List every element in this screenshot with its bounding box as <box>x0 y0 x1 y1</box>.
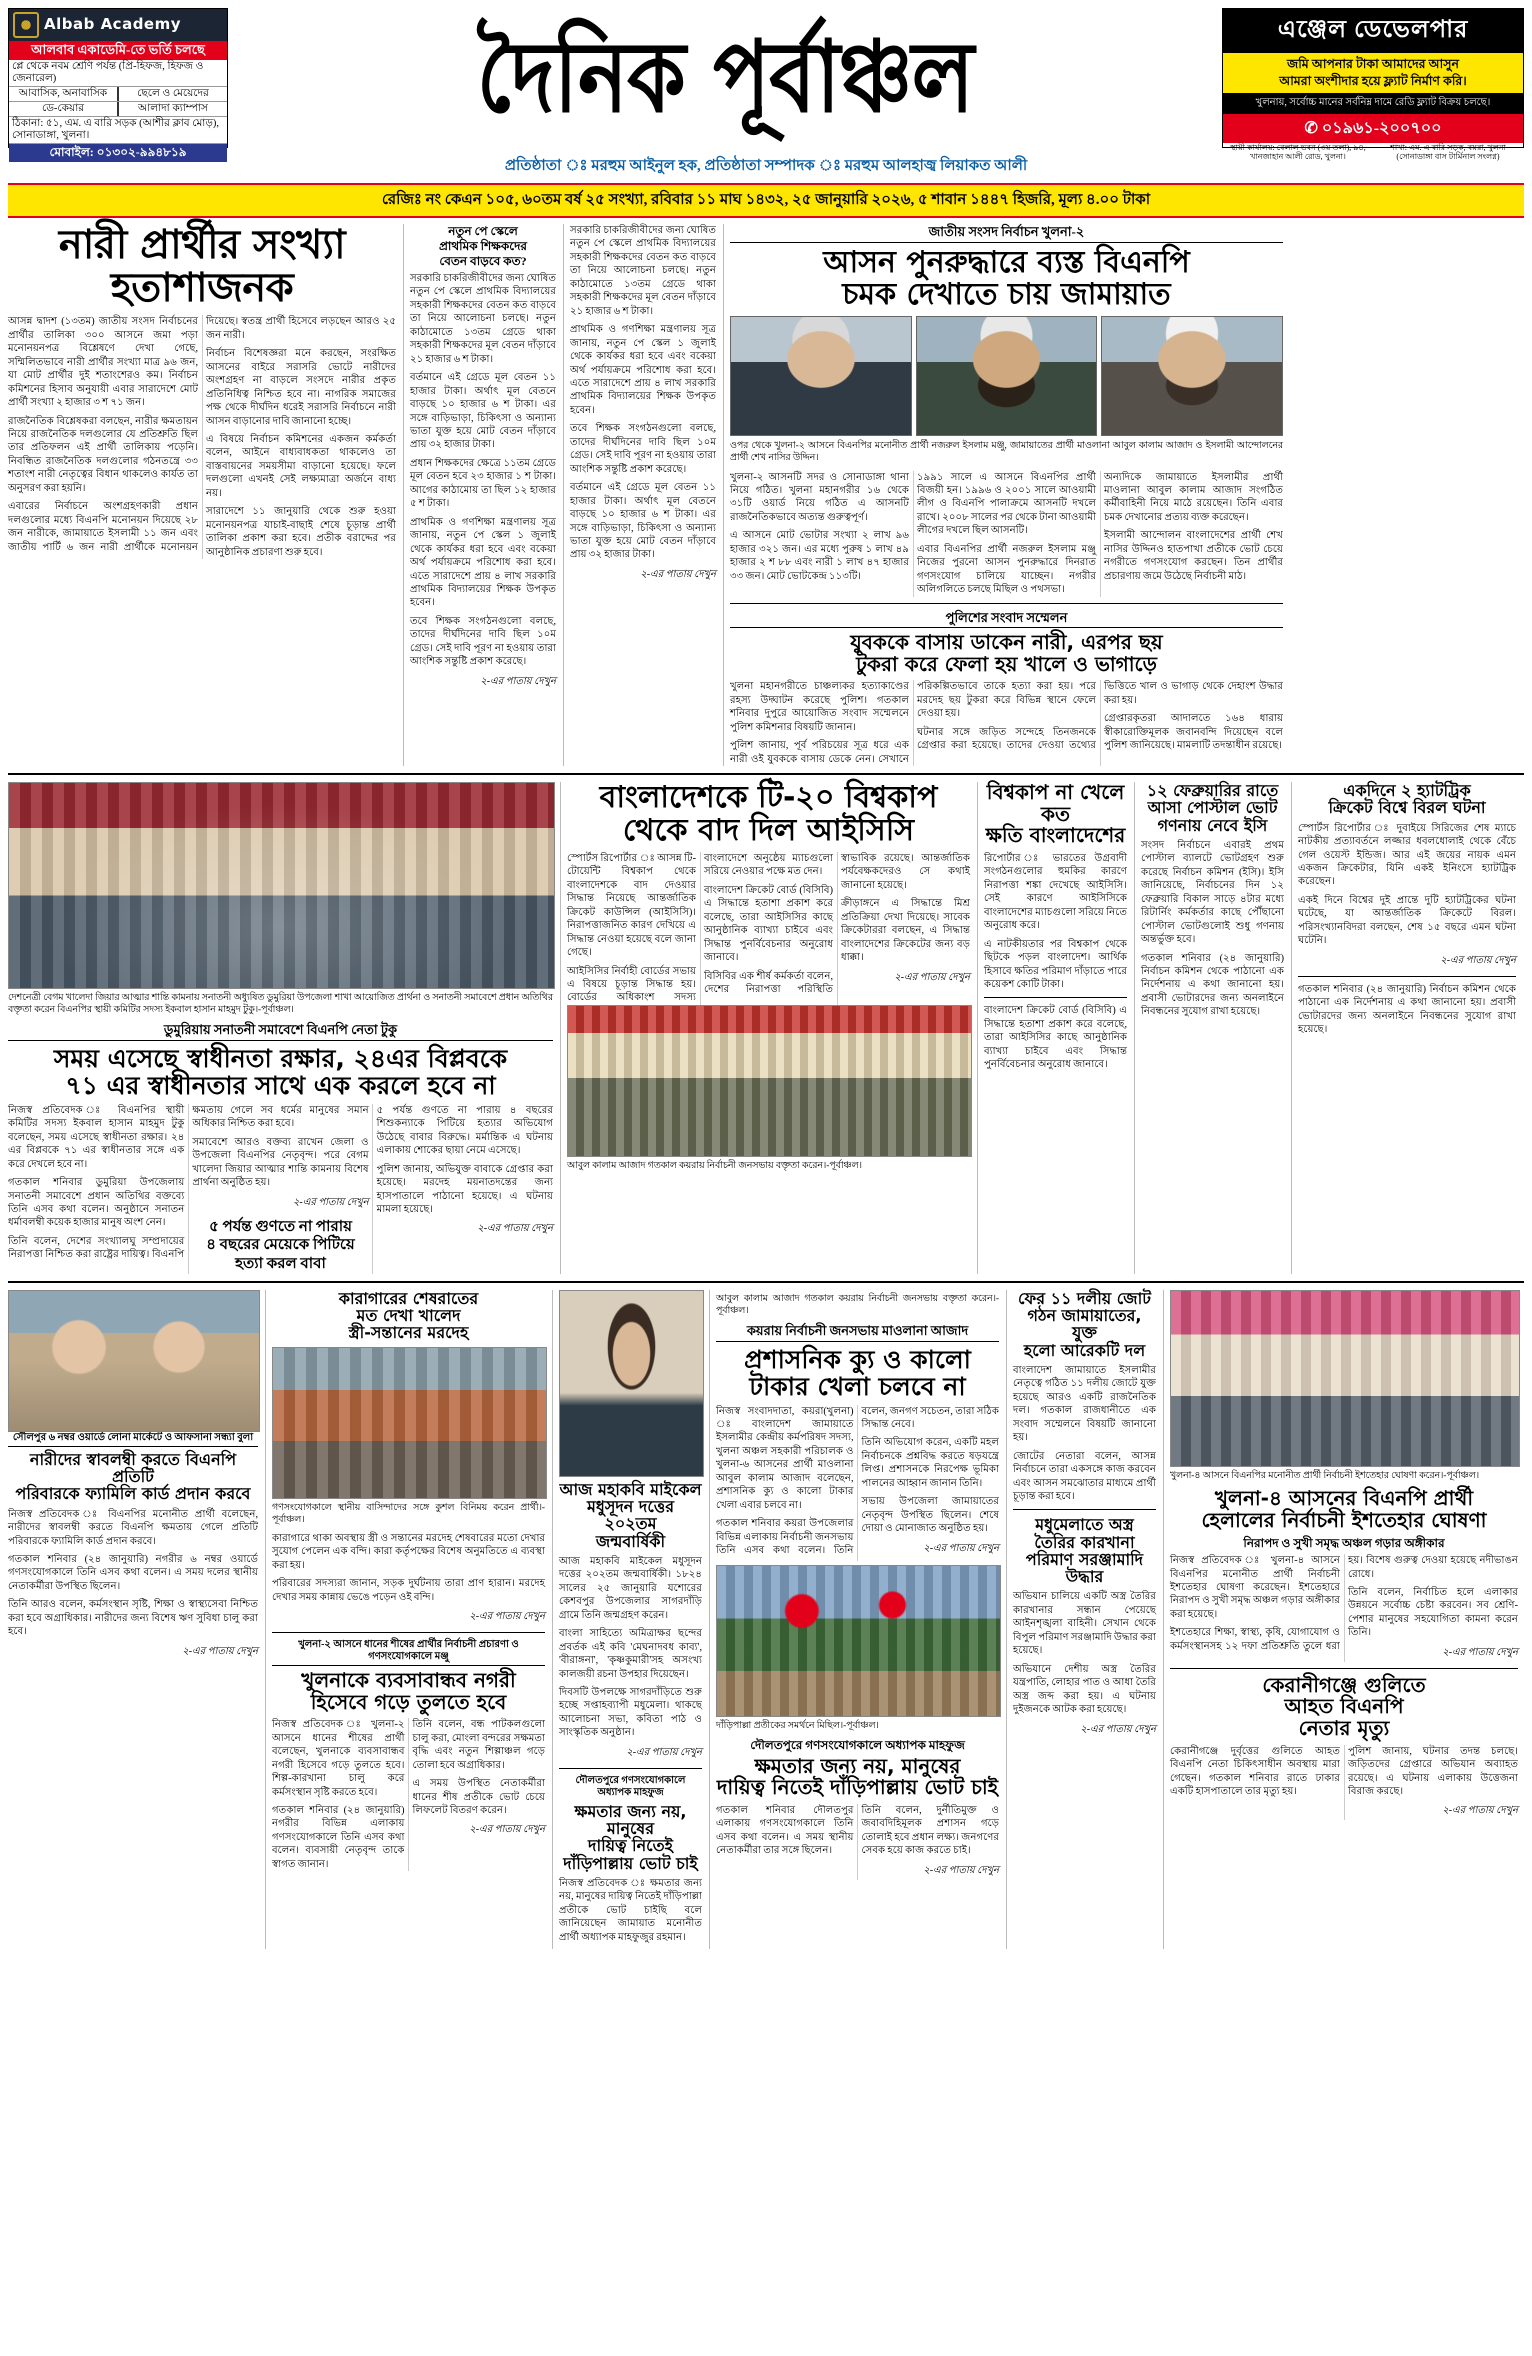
father-headline-line-2: ৪ বছরের মেয়েকে পিটিয়ে <box>206 1237 355 1254</box>
khulna2-kicker: জাতীয় সংসদ নির্বাচন খুলনা-২ <box>730 224 1283 243</box>
business-headline <box>272 1670 545 1713</box>
vote-para-2: গতকাল শনিবার দৌলতপুর এলাকায় গণসংযোগকালে তিনি এসব কথা বলেন। এ সময় স্থানীয় নেতাকর্মীরা তার সঙ্গে ছিলেন। <box>716 1804 854 1857</box>
payscale-para-2: বর্তমানে এই গ্রেডে মূল বেতন ১১ হাজার টাকা। অর্থাৎ মূল বেতনে বাড়ছে ১০ হাজার ৬ শ টাকা। এর সঙ্গে বাড়িভাড়া, চিকিৎসা ও অন্যান্য ভাতা যুক্ত হয়ে মোট বেতন দাঁড়াবে প্রায় ৩২ হাজার টাকা। <box>410 372 556 451</box>
icc-headline <box>567 782 970 847</box>
icc-body <box>567 852 970 1005</box>
business-headline-line-2: হিসেবে গড়ে তুলতে হবে <box>310 1689 507 1714</box>
albab-phone[interactable]: মোবাইল: ০১৩০২-৯৯৪৮১৯ <box>9 144 227 162</box>
ad-albab-academy[interactable] <box>8 8 228 160</box>
khulna4-headline-line-2: হেলালের নির্বাচনী ইশতেহার ঘোষণা <box>1201 1507 1487 1532</box>
ecpostal-story <box>1134 782 1284 1274</box>
khulna2-headline-line-1: আসন পুনরুদ্ধারে ব্যস্ত বিএনপি <box>823 244 1190 280</box>
ad-angel-developer[interactable] <box>1222 8 1524 161</box>
karagar-para-2: পরিবারের সদস্যরা জানান, সড়ক দুর্ঘটনায় তারা প্রাণ হারান। মরদেহ দেখার সময় কান্নায় ভেঙে পড়েন ওই বন্দি। <box>272 1578 545 1603</box>
angel-brand-name: এঞ্জেল ডেভেলপার <box>1223 9 1523 53</box>
khulna4-headline <box>1170 1485 1518 1532</box>
mahakabi-para-2: বাংলা সাহিত্যে অমিত্রাক্ষর ছন্দের প্রবর্তক এই কবি 'মেঘনাদবধ কাব্য', 'বীরাঙ্গনা', 'কৃষ্ণকুমারী'সহ অসংখ্য কালজয়ী রচনা উপহার দিয়েছেন। <box>559 1628 702 1680</box>
vote-headline-line-2: দায়িত্ব নিতেই দাঁড়িপাল্লায় ভোট চাই <box>563 1836 698 1873</box>
angel-phone[interactable]: ✆ ০১৯৬১-২০০৭০০ <box>1223 114 1523 143</box>
payscale-para-3: প্রধান শিক্ষকদের ক্ষেত্রে ১১তম গ্রেডে মূল বেতন হবে ২৩ হাজার ১ শ টাকা। আগের কাঠামোয় তা ছিল ১২ হাজার ৫ শ টাকা। <box>410 457 556 510</box>
candidate-photo-jamaat <box>916 316 1098 436</box>
keraniganj-para-1: কেরানীগঞ্জে দুর্বৃত্তের গুলিতে আহত বিএনপি নেতা চিকিৎসাধীন অবস্থায় মারা গেছেন। গতকাল শনিবার রাতে ঢাকার একটি হাসপাতালে তার মৃত্যু হয়। <box>1170 1745 1340 1797</box>
lead-para-2: রাজনৈতিক বিশ্লেষকরা বলছেন, নারীর ক্ষমতায়ন নিয়ে রাজনৈতিক দলগুলোর যে প্রতিশ্রুতি ছিল তার প্রতিফলন এই প্রার্থী তালিকায় পড়েনি। নিবন্ধিত রাজনৈতিক দলগুলোর গঠনতন্ত্রে ৩৩ শতাংশ নারী নেতৃত্বের বিধান থাকলেও কার্যত তা অনুসরণ করা হয়নি। <box>8 415 198 494</box>
payscale-overflow-para-3: তবে শিক্ষক সংগঠনগুলো বলছে, তাদের দীর্ঘদিনের দাবি ছিল ১০ম গ্রেড। সেই দাবি পূরণ না হওয়ায় তারা আংশিক সন্তুষ্টি প্রকাশ করেছে। <box>570 423 716 475</box>
albab-facility-residential: আবাসিক, অনাবাসিক <box>18 88 108 100</box>
mahakabi-para-1: আজ মহাকবি মাইকেল মধুসূদন দত্তের ২০২তম জন্মবার্ষিকী। ১৮২৪ সালের ২৫ জানুয়ারি যশোরের কেশবপুর উপজেলার সাগরদাঁড়ি গ্রামে তিনি জন্মগ্রহণ করেন। <box>559 1555 702 1621</box>
doomuria-photo <box>8 782 555 989</box>
business-continued[interactable]: ২-এর পাতায় দেখুন <box>469 1824 545 1836</box>
divider-5 <box>8 1281 1524 1283</box>
khulna2-candidate-photos <box>730 316 1283 436</box>
doomuria-para-2: গতকাল শনিবার ডুমুরিয়া উপজেলায় সনাতনী সমাবেশে প্রধান অতিথির বক্তব্যে তিনি এসব কথা বলেন। অনুষ্ঠানে সনাতন ধর্মাবলম্বী কয়েক হাজার মানুষ অংশ নেন। <box>8 1177 185 1229</box>
familycard-para-3: তিনি আরও বলেন, কর্মসংস্থান সৃষ্টি, শিক্ষা ও স্বাস্থ্যসেবা নিশ্চিত করা হবে অগ্রাধিকার। নারীদের জন্য বিশেষ ঋণ সুবিধা চালু করা হবে। <box>8 1599 258 1638</box>
modhupur-headline <box>1013 1516 1156 1585</box>
koyra-kicker: কয়রায় নির্বাচনী জনসভায় মাওলানা আজাদ <box>716 1323 999 1342</box>
doomuria-body <box>8 1104 553 1274</box>
koyra-para-4: সভায় উপজেলা জামায়াতের নেতৃবৃন্দ উপস্থিত ছিলেন। শেষে দোয়া ও মোনাজাত অনুষ্ঠিত হয়। <box>861 1496 999 1535</box>
koyra-para-2: গতকাল শনিবার কয়রা উপজেলার বিভিন্ন এলাকায় নির্বাচনী জনসভায় তিনি এসব কথা বলেন। তিনি বলেন, জনগণ সচেতন, তারা সঠিক সিদ্ধান্ত নেবে। <box>716 1405 999 1557</box>
jote-headline-line-2: গঠন জামায়াতের, যুক্ত <box>1027 1306 1142 1343</box>
angel-slogan-line-2: আমরা অংশীদার হয়ে ফ্ল্যাট নির্মাণ করি। <box>1279 73 1467 88</box>
candidate-photo-bnp <box>730 316 912 436</box>
ind-para-2: এ নাটকীয়তার পর বিশ্বকাপ থেকে ছিটকে পড়ল বাংলাদেশ। আর্থিক হিসাবে ক্ষতির পরিমাণ দাঁড়াতে পারে কয়েকশ কোটি টাকা। <box>984 938 1127 990</box>
divider-2 <box>8 773 1524 775</box>
koyra-body <box>716 1405 999 1561</box>
albab-address: ঠিকানা: ৫১, এম. এ বারি সড়ক (আশীর ক্লাব মোড়), সোনাডাঙ্গা, খুলনা। <box>9 117 227 144</box>
icc-para-4: বিসিবির এক শীর্ষ কর্মকর্তা বলেন, দেশের নিরাপত্তা পরিস্থিতি স্বাভাবিক রয়েছে। আন্তর্জাতিক পর্যবেক্ষকদেরও সে কথাই জানানো হয়েছে। <box>704 852 970 995</box>
albab-facility-campus: আলাদা ক্যাম্পাস <box>117 102 227 116</box>
doomuria-headline <box>8 1045 553 1099</box>
albab-classes-line: প্লে থেকে নবম শ্রেণি পর্যন্ত (প্রি-হিফজ, হিফজ ও জেনারেল) <box>9 60 227 87</box>
karagar-para-1: কারাগারে থাকা অবস্থায় স্ত্রী ও সন্তানের মরদেহ শেষবারের মতো দেখার সুযোগ পেলেন এক বন্দি। কারা কর্তৃপক্ষের বিশেষ অনুমতিতে এ ব্যবস্থা করা হয়। <box>272 1532 545 1571</box>
police-headline-line-2: টুকরা করে ফেলা হয় খালে ও ভাগাড়ে <box>856 651 1157 676</box>
payscale-kicker-line-3: বেতন বাড়বে কত? <box>439 254 527 268</box>
doomuria-continued[interactable]: ২-এর পাতায় দেখুন <box>292 1196 369 1208</box>
ecpostal-headline <box>1141 782 1284 834</box>
khulna4-para-2: ইশতেহারে শিক্ষা, স্বাস্থ্য, কৃষি, যোগাযোগ ও কর্মসংস্থানসহ ১২ দফা প্রতিশ্রুতি তুলে ধরা হয়। বিশেষ গুরুত্ব দেওয়া হয়েছে নদীভাঙন রোধে। <box>1170 1555 1518 1652</box>
vote-body <box>716 1804 999 1880</box>
koyra-headline <box>716 1346 999 1400</box>
koyra-march-caption: দাঁড়িপাল্লা প্রতীকের সমর্থনে মিছিল।-পূর্বাঞ্চল। <box>716 1720 879 1731</box>
father-para-1: ৫ পর্যন্ত গুণতে না পারায় ৪ বছরের শিশুকন্যাকে পিটিয়ে হত্যার অভিযোগ উঠেছে বাবার বিরুদ্ধে। মর্মান্তিক এ ঘটনায় এলাকায় শোকের ছায়া নেমে এসেছে। <box>376 1104 553 1157</box>
modhupur-para-1: অভিযান চালিয়ে একটি অস্ত্র তৈরির কারখানার সন্ধান পেয়েছে আইনশৃঙ্খলা বাহিনী। সেখান থেকে বিপুল পরিমাণ সরঞ্জামাদি উদ্ধার করা হয়েছে। <box>1013 1591 1156 1657</box>
police-para-1: খুলনা মহানগরীতে চাঞ্চল্যকর হত্যাকাণ্ডের রহস্য উদ্ঘাটন করেছে পুলিশ। গতকাল শনিবার দুপুরে আয়োজিত সংবাদ সম্মেলনে পুলিশ কমিশনার বিষয়টি জানান। <box>730 681 909 733</box>
keraniganj-headline-line-3: নেতার মৃত্যু <box>1298 1716 1390 1740</box>
angel-branch-office: শাখা: এম. এ বারি সড়ক, বয়রা, খুলনা (সোনাডাঙ্গা বাস টার্মিনাল সংলগ্ন) <box>1390 142 1506 161</box>
ecpostal-headline-line-1: ১২ ফেব্রুয়ারির রাতে <box>1146 781 1279 801</box>
koyra-top-caption: আবুল কালাম আজাদ গতকাল কয়রায় নির্বাচনী জনসভায় বক্তৃতা করেন।-পূর্বাঞ্চল। <box>716 1293 999 1316</box>
lead-para-6: সারাদেশে ১১ জানুয়ারি থেকে শুরু হওয়া মনোনয়নপত্র যাচাই-বাছাই শেষে চূড়ান্ত প্রার্থী তালিকা প্রকাশ করা হবে। প্রতীক বরাদ্দের পর আনুষ্ঠানিক প্রচারণা শুরু হবে। <box>206 506 396 558</box>
jote-para-2: জোটের নেতারা বলেন, আসন্ন নির্বাচনে তারা একসঙ্গে কাজ করবেন এবং আসন সমঝোতার মাধ্যমে প্রার্থী চূড়ান্ত করা হবে। <box>1013 1450 1156 1502</box>
karagar-photo-caption: গণসংযোগকালে স্থানীয় বাসিন্দাদের সঙ্গে কুশল বিনিময় করেন প্রার্থী।-পূর্বাঞ্চল। <box>272 1502 545 1525</box>
hattrick-extra-para: গতকাল শনিবার (২৪ জানুয়ারি) নির্বাচন কমিশন থেকে পাঠানো এক নির্দেশনায় এ কথা জানানো হয়। প্রবাসী ভোটারদের জন্য অনলাইনে নিবন্ধনের সুযোগ রাখা হয়েছে। <box>1298 983 1516 1036</box>
lead-body <box>8 315 396 559</box>
karagar-headline-line-2: মত দেখা খালেদ <box>356 1306 461 1326</box>
familycard-headline-line-2: পরিবারকে ফ্যামিলি কার্ড প্রদান করবে <box>15 1484 251 1504</box>
jote-story <box>1006 1290 1156 1949</box>
hattrick-para-1: স্পোর্টস রিপোর্টার ঃ দুবাইয়ে সিরিজের শেষ ম্যাচে নাটকীয় প্রত্যাবর্তনে লজ্জার ধবলধোলাই থেকে বেঁচে গেল ওয়েস্ট ইন্ডিজ। আর এই জয়ের নায়ক এমন একজন ক্রিকেটার, যিনি একই ইনিংসে হ্যাটট্রিক করেছেন। <box>1298 822 1516 888</box>
albab-logo-icon <box>13 12 39 38</box>
ind-headline-line-2: ক্ষতি বাংলাদেশের <box>985 823 1126 848</box>
payscale-story <box>403 224 556 766</box>
payscale-para-4: প্রাথমিক ও গণশিক্ষা মন্ত্রণালয় সূত্র জানায়, নতুন পে স্কেল ১ জুলাই থেকে কার্যকর ধরা হবে এবং বকেয়া অর্থ পর্যায়ক্রমে পরিশোধ করা হবে। এতে সারাদেশে প্রায় ৪ লাখ সরকারি প্রাথমিক বিদ্যালয়ের শিক্ষক উপকৃত হবেন। <box>410 516 556 609</box>
icc-para-1: স্পোর্টস রিপোর্টার ঃ আসন্ন টি-টোয়েন্টি বিশ্বকাপ থেকে বাংলাদেশকে বাদ দেওয়ার সিদ্ধান্ত নিয়েছে আন্তর্জাতিক ক্রিকেট কাউন্সিল (আইসিসি)। নিরাপত্তাজনিত কারণ দেখিয়ে এ সিদ্ধান্ত নেওয়া হয়েছে বলে জানা গেছে। <box>567 852 696 959</box>
middle-section <box>8 782 1524 1274</box>
icc-headline-line-1: বাংলাদেশকে টি-২০ বিশ্বকাপ <box>599 780 938 816</box>
ecpostal-headline-line-3: গণনায় নেবে ইসি <box>1157 815 1268 835</box>
payscale-para-1: সরকারি চাকরিজীবীদের জন্য ঘোষিত নতুন পে স্কেলে প্রাথমিক বিদ্যালয়ের সহকারী শিক্ষকদের বেতন কত বাড়বে তা নিয়ে আলোচনা চলছে। নতুন কাঠামোতে ১৩তম গ্রেডে থাকা সহকারী শিক্ষকদের মূল বেতন দাঁড়াবে ২১ হাজার ৬ শ টাকা। <box>410 273 556 365</box>
khulna2-photo-caption: ওপর থেকে খুলনা-২ আসনে বিএনপির মনোনীত প্রার্থী নজরুল ইসলাম মঞ্জু, জামায়াতের প্রার্থী মাওলানা আবুল কালাম আজাদ ও ইসলামী আন্দোলনের প্রার্থী শেখ নাসির উদ্দিন। <box>730 441 1283 464</box>
police-body <box>730 680 1283 766</box>
business-kicker: খুলনা-২ আসনে ধানের শীষের প্রার্থীর নির্বাচনী প্রচারণা ও গণসংযোগকালে মঞ্জু <box>272 1639 545 1666</box>
khulna4-story <box>1163 1290 1518 1949</box>
koyra-para-3: তিনি অভিযোগ করেন, একটি মহল নির্বাচনকে প্রশ্নবিদ্ধ করতে ষড়যন্ত্রে লিপ্ত। প্রশাসনকে নিরপেক্ষ ভূমিকা পালনের আহ্বান জানান তিনি। <box>861 1437 999 1489</box>
vote-headline-2 <box>716 1753 999 1800</box>
ind-headline-line-1: বিশ্বকাপ না খেলে কত <box>986 780 1125 826</box>
khulna4-headline-line-1: খুলনা-৪ আসনের বিএনপি প্রার্থী <box>1214 1485 1474 1510</box>
police-para-4: গ্রেপ্তারকৃতরা আদালতে ১৬৪ ধারায় স্বীকারোক্তিমূলক জবানবন্দি দিয়েছেন বলে পুলিশ জানিয়েছে। মামলাটি তদন্তাধীন রয়েছে। <box>1104 713 1283 752</box>
karagar-headline-line-3: স্ত্রী-সন্তানের মরদেহ <box>348 1323 469 1343</box>
divider-3 <box>984 997 1127 998</box>
payscale-story-overflow <box>563 224 716 766</box>
top-section <box>8 224 1524 766</box>
khulna2-story <box>723 224 1283 766</box>
divider-8 <box>1013 1509 1156 1510</box>
angel-slogan-line-1: জমি আপনার টাকা আমাদের আসুন <box>1287 57 1459 71</box>
koyra-rally-photo <box>567 1005 972 1157</box>
angel-slogan <box>1223 53 1523 93</box>
jote-headline-line-1: ফের ১১ দলীয় জোট <box>1018 1288 1151 1308</box>
father-headline-line-3: হত্যা করল বাবা <box>235 1256 326 1273</box>
albab-brand-band <box>9 9 227 41</box>
mahakabi-headline <box>559 1481 702 1550</box>
albab-facilities-row-2 <box>9 102 227 117</box>
ecpostal-headline-line-2: আসা পোস্টাল ভোট <box>1147 798 1278 818</box>
vote-kicker: দৌলতপুরে গণসংযোগকালে অধ্যাপক মাহফুজ <box>575 1774 686 1799</box>
koyra-continued[interactable]: ২-এর পাতায় দেখুন <box>923 1542 999 1554</box>
familycard-continued[interactable]: ২-এর পাতায় দেখুন <box>182 1645 258 1657</box>
karagar-headline <box>272 1290 545 1342</box>
familycard-para-1: নিজস্ব প্রতিবেদক ঃ বিএনপির মনোনীত প্রার্থী বলেছেন, নারীদের স্বাবলম্বী করতে বিএনপি ক্ষমতায় গেলে প্রতিটি পরিবারকে ফ্যামিলি কার্ড প্রদান করবে। <box>8 1508 258 1547</box>
business-body <box>272 1718 545 1871</box>
payscale-overflow-para-1: সরকারি চাকরিজীবীদের জন্য ঘোষিত নতুন পে স্কেলে প্রাথমিক বিদ্যালয়ের সহকারী শিক্ষকদের বেতন কত বাড়বে তা নিয়ে আলোচনা চলছে। নতুন কাঠামোতে ১৩তম গ্রেডে থাকা সহকারী শিক্ষকদের মূল বেতন দাঁড়াবে ২১ হাজার ৬ শ টাকা। <box>570 225 716 317</box>
modhupur-para-2: অভিযানে দেশীয় অস্ত্র তৈরির যন্ত্রপাতি, লোহার পাত ও আধা তৈরি অস্ত্র জব্দ করা হয়। এ ঘটনায় দুইজনকে আটক করা হয়েছে। <box>1013 1663 1156 1716</box>
vote-para-3: তিনি বলেন, দুর্নীতিমুক্ত ও জবাবদিহিমূলক প্রশাসন গড়ে তোলাই হবে প্রধান লক্ষ্য। জনগণের সেবক হয়ে কাজ করতে চাই। <box>861 1804 999 1857</box>
jote-headline <box>1013 1290 1156 1359</box>
vote-headline-line-1: ক্ষমতার জন্য নয়, মানুষের <box>574 1801 687 1839</box>
icc-para-2: আইসিসির নির্বাহী বোর্ডের সভায় এ বিষয়ে চূড়ান্ত সিদ্ধান্ত হয়। বোর্ডের অধিকাংশ সদস্য বাংলাদেশে অনুষ্ঠেয় ম্যাচগুলো সরিয়ে নেওয়ার পক্ষে মত দেন। <box>567 852 833 1004</box>
business-para-3: তিনি বলেন, বন্ধ পাটকলগুলো চালু করা, মোংলা বন্দরের সক্ষমতা বৃদ্ধি এবং নতুন শিল্পাঞ্চল গড়ে তোলা হবে অগ্রাধিকার। <box>412 1719 545 1771</box>
date-registration-bar: রেজিঃ নং কেএন ১০৫, ৬০তম বর্ষ ২৫ সংখ্যা, রবিবার ১১ মাঘ ১৪৩২, ২৫ জানুয়ারি ২০২৬, ৫ শাবান ১৪৪৭ হিজরি, মূল্য ৪.০০ টাকা <box>8 183 1524 218</box>
ind-story <box>977 782 1127 1274</box>
hattrick-para-2: একই দিনে বিশ্বের দুই প্রান্তে দুটি হ্যাটট্রিকের ঘটনা ঘটেছে, যা আন্তর্জাতিক ক্রিকেটে বিরল। পরিসংখ্যানবিদরা বলছেন, শেষ ১৫ বছরে এমন ঘটনা ঘটেনি। <box>1298 894 1516 947</box>
business-headline-line-1: খুলনাকে ব্যবসাবান্ধব নগরী <box>301 1668 516 1693</box>
icc-para-3: বাংলাদেশ ক্রিকেট বোর্ড (বিসিবি) এ সিদ্ধান্তে হতাশা প্রকাশ করে বলেছে, তারা আইসিসির কাছে আনুষ্ঠানিক ব্যাখ্যা চাইবে এবং সিদ্ধান্ত পুনর্বিবেচনার অনুরোধ জানাবে। <box>704 884 833 964</box>
business-para-4: এ সময় উপস্থিত নেতাকর্মীরা ধানের শীষ প্রতীকে ভোট চেয়ে লিফলেট বিতরণ করেন। <box>412 1778 545 1816</box>
angel-flat-notice: খুলনায়, সর্বোচ্চ মানের সর্বনিম্ন দামে রেডি ফ্ল্যাট বিক্রয় চলছে। <box>1223 93 1523 114</box>
angel-offices <box>1223 143 1523 163</box>
doomuria-para-4: সমাবেশে আরও বক্তব্য রাখেন জেলা ও উপজেলা বিএনপির নেতৃবৃন্দ। পরে বেগম খালেদা জিয়ার আত্মার শান্তি কামনায় বিশেষ প্রার্থনা অনুষ্ঠিত হয়। <box>192 1136 369 1189</box>
icc-story <box>560 782 970 1274</box>
modhupur-continued[interactable]: ২-এর পাতায় দেখুন <box>1080 1723 1156 1735</box>
albab-facility-gender: ছেলে ও মেয়েদের <box>117 87 227 101</box>
hattrick-continued[interactable]: ২-এর পাতায় দেখুন <box>1440 954 1516 966</box>
lead-para-1: আসন্ন দ্বাদশ (১৩তম) জাতীয় সংসদ নির্বাচনের প্রার্থীর তালিকা ৩০০ আসনে জমা পড়া মনোনয়নপত্র বিশ্লেষণে দেখা গেছে, সম্মিলিতভাবে নারী প্রার্থীর সংখ্যা মাত্র ৯৬ জন, যা মোট প্রার্থীর দুই শতাংশেরও কম। নির্বাচন কমিশনের হিসাব অনুযায়ী এবার সারাদেশে মোট প্রার্থী সংখ্যা ২ হাজার ৩ শ ৭১ জন। <box>8 316 198 409</box>
modhupur-headline-line-1: মধুমেলাতে অস্ত্র তৈরির কারখানা <box>1034 1515 1135 1552</box>
koyra-march-photo <box>716 1565 1001 1717</box>
khulna4-para-3: তিনি বলেন, নির্বাচিত হলে এলাকার উন্নয়নে সর্বোচ্চ চেষ্টা করবেন। সব শ্রেণি-পেশার মানুষের সহযোগিতা কামনা করেন তিনি। <box>1348 1587 1518 1639</box>
payscale-para-5: তবে শিক্ষক সংগঠনগুলো বলছে, তাদের দীর্ঘদিনের দাবি ছিল ১০ম গ্রেড। সেই দাবি পূরণ না হওয়ায় তারা আংশিক সন্তুষ্টি প্রকাশ করেছে। <box>410 615 556 668</box>
police-kicker: পুলিশের সংবাদ সম্মেলন <box>730 610 1283 629</box>
familycard-headline-line-1: নারীদের স্বাবলম্বী করতে বিএনপি প্রতিটি <box>29 1449 237 1487</box>
ind-headline <box>984 782 1127 847</box>
page-title: দৈনিক পূর্বাঞ্চল <box>476 19 974 135</box>
divider-7 <box>559 1768 702 1769</box>
khulna2-para-5: অন্যদিকে জামায়াতে ইসলামীর প্রার্থী মাওলানা আবুল কালাম আজাদ সংগঠিত কর্মীবাহিনী নিয়ে মাঠে রয়েছেন। তিনি এবার চমক দেখানোর প্রত্যয় ব্যক্ত করেছেন। <box>1104 471 1283 523</box>
doomuria-headline-line-2: ৭১ এর স্বাধীনতার সাথে এক করলে হবে না <box>65 1070 496 1100</box>
business-para-1: নিজস্ব প্রতিবেদক ঃ খুলনা-২ আসনে ধানের শীষের প্রার্থী বলেছেন, খুলনাকে ব্যবসাবান্ধব নগরী হিসেবে গড়ে তুলতে হবে। শিল্প-কারখানা চালু করে কর্মসংস্থান সৃষ্টি করতে হবে। <box>272 1719 405 1798</box>
karagar-continued[interactable]: ২-এর পাতায় দেখুন <box>469 1611 545 1623</box>
ecpostal-para-1: সংসদ নির্বাচনে এবারই প্রথম পোস্টাল ব্যালটে ভোটগ্রহণ শুরু করেছে নির্বাচন কমিশন (ইসি)। ইসি জানিয়েছে, নির্বাচনের দিন ১২ ফেব্রুয়ারি বিকাল সাড়ে ৪টার মধ্যে রিটার্নিং কর্মকর্তার কাছে পৌঁছানো পোস্টাল ভোটগুলোই শুধু গণনায় অন্তর্ভুক্ত হবে। <box>1141 839 1284 946</box>
divider-1 <box>730 603 1283 604</box>
candidate-photo-islami-andolon <box>1101 316 1283 436</box>
keraniganj-headline-line-1: কেরানীগঞ্জে গুলিতে <box>1262 1672 1426 1697</box>
payscale-overflow-para-4: বর্তমানে এই গ্রেডে মূল বেতন ১১ হাজার টাকা। অর্থাৎ মূল বেতনে বাড়ছে ১০ হাজার ৬ শ টাকা। এর সঙ্গে বাড়িভাড়া, চিকিৎসা ও অন্যান্য ভাতা যুক্ত হয়ে মোট বেতন দাঁড়াবে প্রায় ৩২ হাজার টাকা। <box>570 482 716 561</box>
khulna2-para-2: এ আসনে মোট ভোটার সংখ্যা ২ লাখ ৯৬ হাজার ৩২১ জন। এর মধ্যে পুরুষ ১ লাখ ৪৯ হাজার ২ শ ৮৮ এবং নারী ১ লাখ ৪৭ হাজার ৩৩ জন। মোট ভোটকেন্দ্র ১১৩টি। <box>730 530 909 582</box>
ecpostal-para-2: গতকাল শনিবার (২৪ জানুয়ারি) নির্বাচন কমিশন থেকে পাঠানো এক নির্দেশনায় এ কথা জানানো হয়। প্রবাসী ভোটারদের জন্য অনলাইনে নিবন্ধনের সুযোগ রাখা হয়েছে। <box>1141 952 1284 1018</box>
lower-section <box>8 1290 1524 1949</box>
doomuria-story <box>8 782 553 1274</box>
khulna4-subhead: নিরাপদ ও সুখী সমৃদ্ধ অঞ্চল গড়ার অঙ্গীকার <box>1243 1536 1445 1551</box>
police-para-3: ঘটনার সঙ্গে জড়িত সন্দেহে তিনজনকে গ্রেপ্তার করা হয়েছে। তাদের দেওয়া তথ্যের ভিত্তিতে খাল ও ভাগাড় থেকে দেহাংশ উদ্ধার করা হয়। <box>917 681 1283 752</box>
masthead <box>8 0 1524 161</box>
hattrick-story <box>1291 782 1516 1274</box>
karagar-story <box>265 1290 545 1949</box>
police-headline-line-1: যুবককে বাসায় ডাকেন নারী, এরপর ছয় <box>850 630 1163 655</box>
mahakabi-continued[interactable]: ২-এর পাতায় দেখুন <box>626 1746 702 1758</box>
father-headline <box>192 1218 368 1274</box>
mahakabi-para-3: দিবসটি উপলক্ষে সাগরদাঁড়িতে শুরু হচ্ছে সপ্তাহব্যাপী মধুমেলা। থাকছে আলোচনা সভা, কবিতা পাঠ ও সাংস্কৃতিক অনুষ্ঠান। <box>559 1686 702 1739</box>
karagar-photo <box>272 1347 547 1499</box>
icc-para-5: ক্রীড়াঙ্গনে এ সিদ্ধান্তে মিশ্র প্রতিক্রিয়া দেখা দিয়েছে। সাবেক ক্রিকেটাররা বলছেন, এ সিদ্ধান্ত বাংলাদেশের ক্রিকেটের জন্য বড় ধাক্কা। <box>841 898 970 964</box>
albab-facilities-row-1 <box>9 87 227 102</box>
koyra-photo-caption: আবুল কালাম আজাদ গতকাল কয়রায় নির্বাচনী জনসভায় বক্তৃতা করেন।-পূর্বাঞ্চল। <box>567 1160 862 1171</box>
doomuria-headline-line-1: সময় এসেছে স্বাধীনতা রক্ষার, ২৪এর বিপ্লবকে <box>53 1043 508 1073</box>
lead-headline: নারী প্রার্থীর সংখ্যা হতাশাজনক <box>58 222 346 312</box>
koyra-headline-line-1: প্রশাসনিক ক্যু ও কালো <box>744 1344 971 1374</box>
khulna4-para-1: নিজস্ব প্রতিবেদক ঃ খুলনা-৪ আসনে বিএনপির মনোনীত প্রার্থী নির্বাচনী ইশতেহার ঘোষণা করেছেন। ইশতেহারে নিরাপদ ও সুখী সমৃদ্ধ অঞ্চল গড়ার অঙ্গীকার করা হয়েছে। <box>1170 1555 1340 1620</box>
paper-title-wrap <box>234 8 1216 148</box>
ind-para-1: রিপোর্টার ঃ ভারতের উগ্রবাদী সংগঠনগুলোর হুমকির কারণে নিরাপত্তা শঙ্কা দেখেছে আইসিসি। সেই কারণে আইসিসিকে বাংলাদেশের ম্যাচগুলো সরিয়ে নিতে অনুরোধ করে। <box>984 852 1127 932</box>
familycard-kicker: সৌলপুর ৬ নম্বর ওয়ার্ডে লোনা মার্কেটে ও আফসানা সন্ধ্যা বুলা <box>8 1432 258 1447</box>
father-headline-line-1: ৫ পর্যন্ত গুণতে না পারায় <box>209 1218 352 1235</box>
mahakabi-story <box>552 1290 702 1949</box>
founder-line: প্রতিষ্ঠাতা ঃ মরহুম আইনুল হক, প্রতিষ্ঠাতা সম্পাদক ঃ মরহুম আলহাজ্ব লিয়াকত আলী <box>504 158 1028 174</box>
doomuria-kicker: ডুমুরিয়ায় সনাতনী সমাবেশে বিএনপি নেতা টুকু <box>8 1022 553 1041</box>
police-headline <box>730 632 1283 675</box>
mahakabi-headline-line-3: জন্মবার্ষিকী <box>595 1531 666 1551</box>
koyra-headline-line-2: টাকার খেলা চলবে না <box>749 1371 966 1401</box>
koyra-para-1: নিজস্ব সংবাদদাতা, কয়রা(খুলনা) ঃ বাংলাদেশ জামায়াতে ইসলামীর কেন্দ্রীয় কর্মপরিষদ সদস্য, খুলনা অঞ্চল সহকারী পরিচালক ও খুলনা-৬ আসনের প্রার্থী মাওলানা আবুল কালাম আজাদ বলেছেন, প্রশাসনিক ক্যু ও কালো টাকার খেলা এবার চলবে না। <box>716 1405 854 1511</box>
payscale-kicker-line-1: নতুন পে স্কেলে <box>448 224 518 238</box>
khulna4-photo-caption: খুলনা-৪ আসনে বিএনপির মনোনীত প্রার্থী নির্বাচনী ইশতেহার ঘোষণা করেন।-পূর্বাঞ্চল। <box>1170 1470 1480 1481</box>
vote-headline-2-line-1: ক্ষমতার জন্য নয়, মানুষের <box>754 1753 961 1778</box>
familycard-story <box>8 1290 258 1949</box>
vote-continued[interactable]: ২-এর পাতায় দেখুন <box>923 1864 999 1876</box>
vote-para-1: নিজস্ব প্রতিবেদক ঃ ক্ষমতার জন্য নয়, মানুষের দায়িত্ব নিতেই দাঁড়িপাল্লা প্রতীকে ভোট চাইছি বলে জানিয়েছেন জামায়াত মনোনীত প্রার্থী অধ্যাপক মাহফুজুর রহমান। <box>559 1877 702 1943</box>
vote-headline-2-line-2: দায়িত্ব নিতেই দাঁড়িপাল্লায় ভোট চাই <box>716 1775 999 1800</box>
hattrick-headline-line-1: একদিনে ২ হ্যাটট্রিক <box>1343 781 1471 801</box>
mahakabi-portrait <box>559 1290 704 1477</box>
payscale-overflow-continued[interactable]: ২-এর পাতায় দেখুন <box>640 568 716 580</box>
police-para-2: পুলিশ জানায়, পূর্ব পরিচয়ের সূত্র ধরে এক নারী ওই যুবককে বাসায় ডেকে নেন। সেখানে পরিকল্পিতভাবে তাকে হত্যা করা হয়। পরে মরদেহ ছয় টুকরা করে বিভিন্ন স্থানে ফেলে দেওয়া হয়। <box>730 681 1096 765</box>
father-para-2: পুলিশ জানায়, অভিযুক্ত বাবাকে গ্রেপ্তার করা হয়েছে। মরদেহ ময়নাতদন্তের জন্য হাসপাতালে পাঠানো হয়েছে। এ ঘটনায় মামলা হয়েছে। <box>376 1163 553 1216</box>
khulna2-body <box>730 316 1283 596</box>
hattrick-headline <box>1298 782 1516 817</box>
mahakabi-headline-line-2: মধুসূদন দত্তের ২০২তম <box>586 1497 675 1534</box>
angel-head-office: স্থায়ী কার্যালয়: বেলাল ভবন (৩য় তলা), ৯৪, খানজাহান আলী রোড, খুলনা। <box>1230 142 1366 161</box>
albab-facility-daycare: ডে-কেয়ার <box>41 103 85 115</box>
keraniganj-headline <box>1170 1672 1518 1740</box>
divider-6 <box>272 1632 545 1633</box>
icc-continued[interactable]: ২-এর পাতায় দেখুন <box>894 971 970 983</box>
khulna2-headline-line-2: চমক দেখাতে চায় জামায়াত <box>842 276 1171 312</box>
khulna2-para-4: এবার বিএনপির প্রার্থী নজরুল ইসলাম মঞ্জু নিজের পুরনো আসন পুনরুদ্ধারে দিনরাত গণসংযোগ চালিয়ে যাচ্ছেন। নগরীর অলিগলিতে চলছে মিছিল ও পথসভা। <box>917 543 1096 596</box>
khulna2-para-6: ইসলামী আন্দোলন বাংলাদেশের প্রার্থী শেখ নাসির উদ্দিনও হাতপাখা প্রতীকে ভোট চেয়ে নগরীতে গণসংযোগ করছেন। তিন প্রার্থীর প্রচারণায় জমে উঠেছে নির্বাচনী মাঠ। <box>1104 530 1283 582</box>
father-continued[interactable]: ২-এর পাতায় দেখুন <box>477 1223 553 1235</box>
vote-kicker-2: দৌলতপুরে গণসংযোগকালে অধ্যাপক মাহফুজ <box>750 1737 965 1752</box>
jote-para-1: বাংলাদেশ জামায়াতে ইসলামীর নেতৃত্বে গঠিত ১১ দলীয় জোটে যুক্ত হয়েছে আরও একটি রাজনৈতিক দল। গতকাল রাজধানীতে এক সংবাদ সম্মেলনে বিষয়টি জানানো হয়। <box>1013 1364 1156 1444</box>
lead-para-3: এবারের নির্বাচনে অংশগ্রহণকারী প্রধান দলগুলোর মধ্যে বিএনপি মনোনয়ন দিয়েছে ২৮ জন নারীকে, জামায়াতে ইসলামী ১১ জন এবং জাতীয় পার্টি ৬ জন নারী প্রার্থীকে মনোনয়ন দিয়েছে। স্বতন্ত্র প্রার্থী হিসেবে লড়ছেন আরও ২৫ জন নারী। <box>8 316 396 553</box>
divider-9 <box>1170 1668 1518 1669</box>
hattrick-headline-line-2: ক্রিকেট বিশ্বে বিরল ঘটনা <box>1328 798 1486 818</box>
khulna2-para-3: ১৯৯১ সালে এ আসনে বিএনপির প্রার্থী বিজয়ী হন। ১৯৯৬ ও ২০০১ সালে আওয়ামী লীগ ও বিএনপি পালাক্রমে আসনটি দখলে রাখে। ২০০৮ সালের পর থেকে টানা আওয়ামী লীগের দখলে ছিল আসনটি। <box>917 471 1096 537</box>
keraniganj-body <box>1170 1745 1518 1821</box>
khulna4-body <box>1170 1554 1518 1662</box>
lead-story <box>8 224 396 766</box>
jote-headline-line-3: হলো আরেকটি দল <box>1023 1340 1146 1360</box>
lead-para-5: এ বিষয়ে নির্বাচন কমিশনের একজন কর্মকর্তা বলেন, আইনে বাধ্যবাধকতা থাকলেও তা বাস্তবায়নের সময়সীমা বাড়ানো হয়েছে। ফলে দলগুলো এখনই সেই লক্ষ্যমাত্রা অর্জনে বাধ্য নয়। <box>206 434 396 499</box>
mahakabi-headline-line-1: আজ মহাকবি মাইকেল <box>559 1479 702 1499</box>
albab-admission-banner: আলবাব একাডেমি-তে ভর্তি চলছে <box>9 41 227 60</box>
doomuria-photo-caption: দেশনেত্রী বেগম খালেদা জিয়ার আত্মার শান্তি কামনায় সনাতনী অধ্যুষিত ডুমুরিয়া উপজেলা শাখা আয়োজিত প্রার্থনা ও সনাতনী সমাবেশে প্রধান অতিথির বক্তৃতা করেন বিএনপির স্থায়ী কমিটির সদস্য ইকবাল হাসান মাহমুদ টুকু।-পূর্বাঞ্চল। <box>8 993 553 1016</box>
khulna4-photo <box>1170 1290 1520 1467</box>
familycard-headline <box>8 1451 258 1503</box>
payscale-kicker <box>410 224 556 269</box>
familycard-photo <box>8 1290 260 1432</box>
doomuria-para-1: নিজস্ব প্রতিবেদক ঃ বিএনপির স্থায়ী কমিটির সদস্য ইকবাল হাসান মাহমুদ টুকু বলেছেন, সময় এসেছে স্বাধীনতা রক্ষার। ২৪ এর বিপ্লবকে ৭১ এর স্বাধীনতার সঙ্গে এক করে দেখলে হবে না। <box>8 1104 185 1170</box>
divider-4 <box>1298 976 1516 977</box>
khulna2-headline <box>730 244 1283 312</box>
payscale-kicker-line-2: প্রাথমিক শিক্ষকদের <box>438 239 528 253</box>
doomuria-para-3: তিনি বলেন, দেশের সংখ্যালঘু সম্প্রদায়ের নিরাপত্তা নিশ্চিত করা রাষ্ট্রের দায়িত্ব। বিএনপি ক্ষমতায় গেলে সব ধর্মের মানুষের সমান অধিকার নিশ্চিত করা হবে। <box>8 1104 369 1261</box>
keraniganj-continued[interactable]: ২-এর পাতায় দেখুন <box>1442 1805 1518 1817</box>
payscale-overflow-para-2: প্রাথমিক ও গণশিক্ষা মন্ত্রণালয় সূত্র জানায়, নতুন পে স্কেল ১ জুলাই থেকে কার্যকর ধরা হবে এবং বকেয়া অর্থ পর্যায়ক্রমে পরিশোধ করা হবে। এতে সারাদেশে প্রায় ৪ লাখ সরকারি প্রাথমিক বিদ্যালয়ের শিক্ষক উপকৃত হবেন। <box>570 324 716 416</box>
business-para-2: গতকাল শনিবার (২৪ জানুয়ারি) নগরীর বিভিন্ন এলাকায় গণসংযোগকালে তিনি এসব কথা বলেন। ব্যবসায়ী নেতৃবৃন্দ তাকে স্বাগত জানান। <box>272 1804 405 1870</box>
modhupur-headline-line-2: পরিমাণ সরঞ্জামাদি উদ্ধার <box>1025 1549 1144 1587</box>
lead-para-4: নির্বাচন বিশেষজ্ঞরা মনে করছেন, সংরক্ষিত আসনের বাইরে সরাসরি ভোটে নারীদের অংশগ্রহণ না বাড়লে সংসদে নারীর প্রকৃত প্রতিনিধিত্ব নিশ্চিত হবে না। নাগরিক সমাজের পক্ষ থেকে দীর্ঘদিন ধরেই সরাসরি নির্বাচনে নারী আসন বাড়ানোর দাবি জানানো হচ্ছে। <box>206 348 396 427</box>
payscale-continued[interactable]: ২-এর পাতায় দেখুন <box>480 675 556 687</box>
icc-headline-line-2: থেকে বাদ দিল আইসিসি <box>622 812 915 848</box>
ind-extra-para: বাংলাদেশ ক্রিকেট বোর্ড (বিসিবি) এ সিদ্ধান্তে হতাশা প্রকাশ করে বলেছে, তারা আইসিসির কাছে আনুষ্ঠানিক ব্যাখ্যা চাইবে এবং সিদ্ধান্ত পুনর্বিবেচনার অনুরোধ জানাবে। <box>984 1005 1127 1071</box>
keraniganj-para-2: পুলিশ জানায়, ঘটনার তদন্ত চলছে। জড়িতদের গ্রেপ্তারে অভিযান অব্যাহত রয়েছে। এ ঘটনায় এলাকায় উত্তেজনা বিরাজ করছে। <box>1348 1745 1518 1797</box>
karagar-headline-line-1: কারাগারের শেষরাতের <box>338 1288 479 1308</box>
khulna4-continued[interactable]: ২-এর পাতায় দেখুন <box>1442 1646 1518 1658</box>
vote-headline <box>559 1803 702 1872</box>
albab-brand-name: Albab Academy <box>44 15 182 34</box>
familycard-para-2: গতকাল শনিবার (২৪ জানুয়ারি) নগরীর ৬ নম্বর ওয়ার্ডে গণসংযোগকালে তিনি এসব কথা বলেন। এ সময় দলের স্থানীয় নেতাকর্মীরা উপস্থিত ছিলেন। <box>8 1553 258 1592</box>
khulna2-para-1: খুলনা-২ আসনটি সদর ও সোনাডাঙ্গা থানা নিয়ে গঠিত। খুলনা মহানগরীর ১৬ থেকে ৩১টি ওয়ার্ড নিয়ে গঠিত এ আসনটি রাজনৈতিকভাবে অত্যন্ত গুরুত্বপূর্ণ। <box>730 471 909 523</box>
keraniganj-headline-line-2: আহত বিএনপি <box>1284 1694 1404 1719</box>
koyra-story <box>709 1290 999 1949</box>
